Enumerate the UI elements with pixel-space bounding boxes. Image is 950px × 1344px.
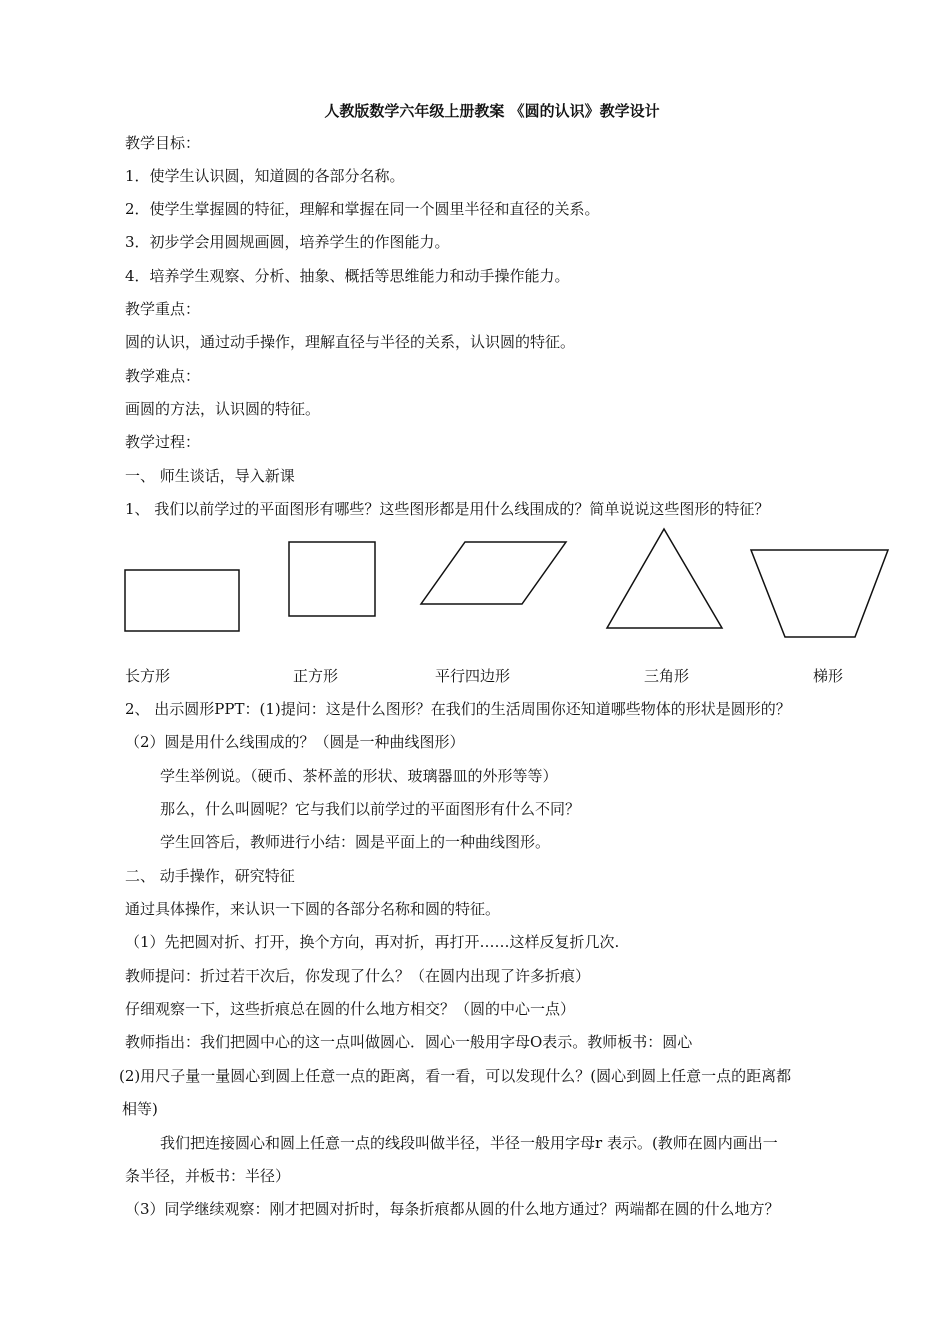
radius-definition: 我们把连接圆心和圆上任意一点的线段叫做半径，半径一般用字母r 表示。(教师在圆内画出一 — [160, 1134, 778, 1152]
rectangle-shape — [125, 570, 239, 631]
square-shape — [289, 542, 375, 616]
process-heading: 教学过程： — [125, 433, 201, 451]
teacher-question: 教师提问：折过若干次后，你发现了什么？（在圆内出现了许多折痕） — [125, 967, 591, 985]
difficulties-heading: 教学难点： — [125, 367, 201, 385]
question-2-sub: （2）圆是用什么线围成的？（圆是一种曲线图形） — [125, 733, 465, 751]
objectives-heading: 教学目标： — [125, 134, 201, 152]
step-2-continued: 相等) — [122, 1100, 158, 1118]
triangle-shape — [607, 529, 722, 628]
center-definition: 教师指出：我们把圆中心的这一点叫做圆心．圆心一般用字母O表示。教师板书：圆心 — [125, 1033, 693, 1051]
trapezoid-shape — [751, 550, 888, 637]
section-2-heading: 二、 动手操作，研究特征 — [125, 867, 295, 885]
key-points-text: 圆的认识，通过动手操作，理解直径与半径的关系，认识圆的特征。 — [125, 333, 576, 351]
difficulties-text: 画圆的方法，认识圆的特征。 — [125, 400, 321, 418]
teacher-summary: 学生回答后，教师进行小结：圆是平面上的一种曲线图形。 — [160, 833, 551, 851]
label-triangle: 三角形 — [644, 667, 690, 685]
step-1: （1）先把圆对折、打开，换个方向，再对折，再打开……这样反复折几次. — [125, 933, 620, 951]
step-2: (2)用尺子量一量圆心到圆上任意一点的距离，看一看，可以发现什么？(圆心到圆上任意一点的距离都 — [119, 1067, 792, 1085]
document-title: 人教版数学六年级上册教案 《圆的认识》教学设计 — [324, 102, 660, 120]
radius-definition-continued: 条半径，并板书：半径） — [125, 1167, 291, 1185]
question-2: 2、 出示圆形PPT：(1)提问：这是什么图形？在我们的生活周围你还知道哪些物体的形状是圆形的？ — [125, 700, 791, 718]
parallelogram-shape — [421, 542, 566, 604]
question-1: 1、 我们以前学过的平面图形有哪些？这些图形都是用什么线围成的？简单说说这些图形的特征？ — [125, 500, 770, 518]
what-is-circle: 那么，什么叫圆呢？它与我们以前学过的平面图形有什么不同？ — [160, 800, 581, 818]
label-square: 正方形 — [293, 667, 339, 685]
objective-1: 1．使学生认识圆，知道圆的各部分名称。 — [125, 167, 405, 185]
step-3: （3）同学继续观察：刚才把圆对折时，每条折痕都从圆的什么地方通过？两端都在圆的什么地方？ — [125, 1200, 780, 1218]
objective-4: 4．培养学生观察、分析、抽象、概括等思维能力和动手操作能力。 — [125, 267, 570, 285]
label-trapezoid: 梯形 — [813, 667, 844, 685]
label-rectangle: 长方形 — [125, 667, 171, 685]
key-points-heading: 教学重点： — [125, 300, 201, 318]
section-2-intro: 通过具体操作，来认识一下圆的各部分名称和圆的特征。 — [125, 900, 501, 918]
section-1-heading: 一、 师生谈话，导入新课 — [125, 467, 295, 485]
observe-intersection: 仔细观察一下，这些折痕总在圆的什么地方相交？（圆的中心一点） — [125, 1000, 576, 1018]
objective-2: 2．使学生掌握圆的特征，理解和掌握在同一个圆里半径和直径的关系。 — [125, 200, 600, 218]
objective-3: 3．初步学会用圆规画圆，培养学生的作图能力。 — [125, 233, 450, 251]
label-parallelogram: 平行四边形 — [435, 667, 511, 685]
student-examples: 学生举例说。（硬币、茶杯盖的形状、玻璃器皿的外形等等） — [160, 767, 558, 785]
